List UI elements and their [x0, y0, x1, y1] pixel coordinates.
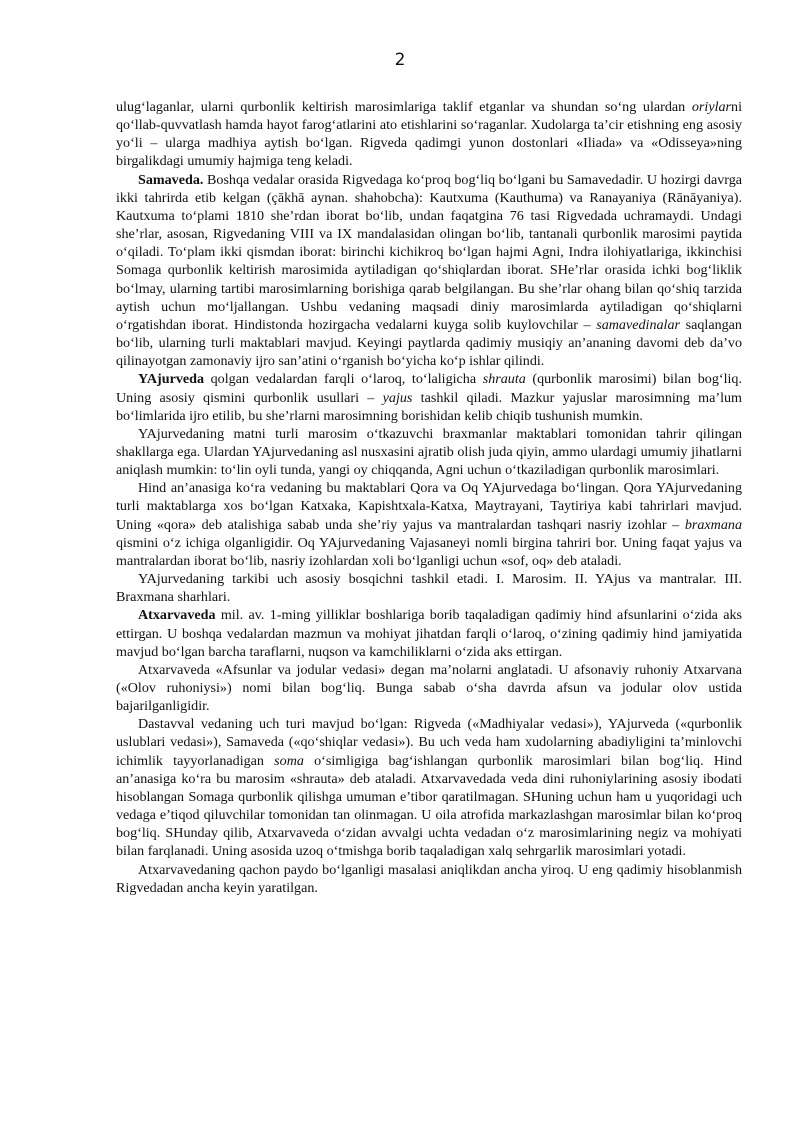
text-run: o‘simligiga bag‘ishlangan qurbonlik marosimlari bilan bog‘liq. Hind an’anasiga ko‘ra bu marosim «shrauta» deb ataladi. Atxarvavedada veda dini ruhoniylarining asosiy ibodati hisoblangan Somaga qurbonlik qilishga umuman e’tibor qaratilmagan. SHuning uchun ham u yuqoridagi uch vedaga e’tiqod qiluvchilar tomonidan tan olinmagan. U oila atrofida markazlashgan marosimlar bilan ko‘proq bog‘liq. SHunday qilib, Atxarvaveda o‘zidan avvalgi uchta vedadan o‘z marosimlarining negiz va mohiyati bilan farqlanadi. Uning asosida uzoq o‘tmishga borib taqaladigan xalq sehrgarlik marosimlari yotadi. [116, 752, 743, 860]
italic-term: braxmana [684, 516, 742, 533]
section-heading-samaveda: Samaveda. [138, 171, 204, 188]
paragraph-samaveda [116, 171, 742, 371]
text-run: saqlangan bo‘lib, ularning turli maktablari mavjud. Keyingi paytlarda qadimiy musiqiy an’ananing davomi deb da’vo qilinayotgan zamonaviy ijro san’atini o‘rganish bo‘yicha ko‘p ishlar qilindi. [116, 316, 742, 370]
text-run: qismini o‘z ichiga olganligidir. Oq YAjurvedaning Vajasaneyi nomli birgina tahriri bor. Uning faqat yajus va mantralardan iborat bo‘lib, nasriy izohlardan xoli bo‘lganligi uchun «sof, oq» deb ataladi. [116, 534, 742, 569]
text-run: Dastavval vedaning uch turi mavjud bo‘lgan: Rigveda («Madhiyalar vedasi»), YAjurveda («qurbonlik uslublari vedasi»), Samaveda («qo‘shiqlar vedasi»). Bu uch veda ham xudolarning abadiyligini ta’minlovchi ichimlik tayyorlanadigan [116, 716, 742, 769]
italic-term: samavedinalar [596, 316, 680, 333]
text-run: tashkil qiladi. Mazkur yajuslar marosimning ma’lum bo‘limlarida ijro etilib, bu she’rlarni marosimning borishidan kelib chiqib tushunish mumkin. [116, 389, 742, 424]
paragraph-yajurveda-structure: YAjurvedaning tarkibi uch asosiy bosqichni tashkil etadi. I. Marosim. II. YAjus va mantralar. III. Braxmana sharhlari. [116, 571, 742, 606]
text-run: qolgan vedalardan farqli o‘laroq, to‘laligicha [204, 371, 483, 388]
paragraph-yajurveda [116, 370, 742, 424]
paragraph-atxarvaveda [116, 606, 742, 660]
italic-term: shrauta [482, 371, 526, 388]
paragraph-rigveda-end [116, 98, 742, 171]
paragraph-yajurveda-text: YAjurvedaning matni turli marosim o‘tkazuvchi braxmanlar maktablari tomonidan tahrir qilingan shakllarga ega. Ulardan YAjurvedaning asl nusxasini ajratib olish juda qiyin, ammo ulardagi umumiy jihatlarni aniqlash mumkin: to‘lin oyli tunda, yangi oy chiqqanda, Agni uchun o‘tkaziladigan qurbonlik marosimlari. [116, 425, 742, 479]
body-text [116, 98, 742, 897]
paragraph-yajurveda-schools [116, 479, 742, 570]
paragraph-three-vedas [116, 715, 742, 860]
text-run: ulug‘laganlar, ularni qurbonlik keltirish marosimlariga taklif etganlar va shundan so‘ng ulardan [116, 99, 692, 115]
page-number: 2 [394, 50, 406, 70]
italic-term: yajus [382, 389, 413, 406]
section-heading-yajurveda: YAjurveda [138, 371, 205, 388]
paragraph-atxarvaveda-meaning: Atxarvaveda «Afsunlar va jodular vedasi» degan ma’nolarni anglatadi. U afsonaviy ruhoniy Atxarvana («Olov ruhoniysi») nomi bilan bog‘liq. Bunga sabab o‘sha davrda afsun va jodular olov ustida bajarilganligidir. [116, 661, 742, 715]
text-run: Boshqa vedalar orasida Rigvedaga ko‘proq bog‘liq bo‘lgani bu Samavedadir. U hozirgi davrga ikki tahrirda etib kelgan (çākhā aynan. shahobcha): Kautxuma (Kauthuma) va Ranayaniya (Rānāyaniya). Kautxuma to‘plami 1810 she’rdan iborat bo‘lib, undan faqatgina 76 tasi Rigvedada uchramaydi. Undagi she’rlar, asosan, Rigvedaning VIII va IX mandalasidan olingan bo‘lib, tantanali qurbonlik marosimi paytida o‘qiladi. To‘plam ikki qismdan iborat: birinchi kichikroq bo‘lgan hajmi Agni, Indra ilohiyatlariga, ikkinchisi Somaga qurbonlik keltirish marosimida aytiladigan qo‘shiqlardan iborat. SHe’rlar orasida ichki bog‘liklik bo‘lmay, ularning tartibi marosimlarning borishiga qarab belgilangan. Bu she’rlar ohang bilan qo‘shiq tarzida aytish uchun mo‘ljallangan. Ushbu vedaning maqsadi diniy marosimlarda aytiladigan qo‘shiqlarni o‘rgatishdan iborat. Hindistonda hozirgacha vedalarni kuyga solib kuylovchilar – [116, 171, 742, 333]
text-run: ni qo‘llab-quvvatlash hamda hayot farog‘atlarini ato etishlarini so‘raganlar. Xudolarga ta’cir etishning eng asosiy yo‘li – ularga madhiya aytish bo‘lgan. Rigveda qadimgi yunon dostonlari «Iliada» va «Odisseya»ning birgalikdagi umumiy hajmiga teng keladi. [116, 99, 742, 170]
italic-term: soma [274, 752, 304, 769]
section-heading-atxarvaveda: Atxarvaveda [138, 607, 216, 624]
text-run: mil. av. 1-ming yilliklar boshlariga borib taqaladigan qadimiy hind afsunlarini o‘zida aks ettirgan. U boshqa vedalardan mazmun va mohiyat jihatdan farqli o‘laroq, o‘zining qadimiy hind jamiyatida mavjud bo‘lgan barcha taraflarni, nuqson va kamchiliklarni o‘zida aks ettirgan. [116, 607, 742, 660]
paragraph-atxarvaveda-origin: Atxarvavedaning qachon paydo bo‘lganligi masalasi aniqlikdan ancha yiroq. U eng qadimiy hisoblanmish Rigvedadan ancha keyin yaratilgan. [116, 861, 742, 896]
text-run: (qurbonlik marosimi) bilan bog‘liq. Uning asosiy qismini qurbonlik usullari – [116, 371, 742, 406]
italic-term: oriylar [691, 99, 732, 115]
text-run: Hind an’anasiga ko‘ra vedaning bu maktablari Qora va Oq YAjurvedaga bo‘lingan. Qora YAjurvedaning turli maktablarga xos bo‘lgan Katxaka, Kapishtxala-Katxa, Maytrayani, Taytiriya kabi tahrirlari mavjud. Uning «qora» deb atalishiga sabab unda she’riy yajus va mantralardan tashqari nasriy izohlar – [116, 480, 742, 533]
